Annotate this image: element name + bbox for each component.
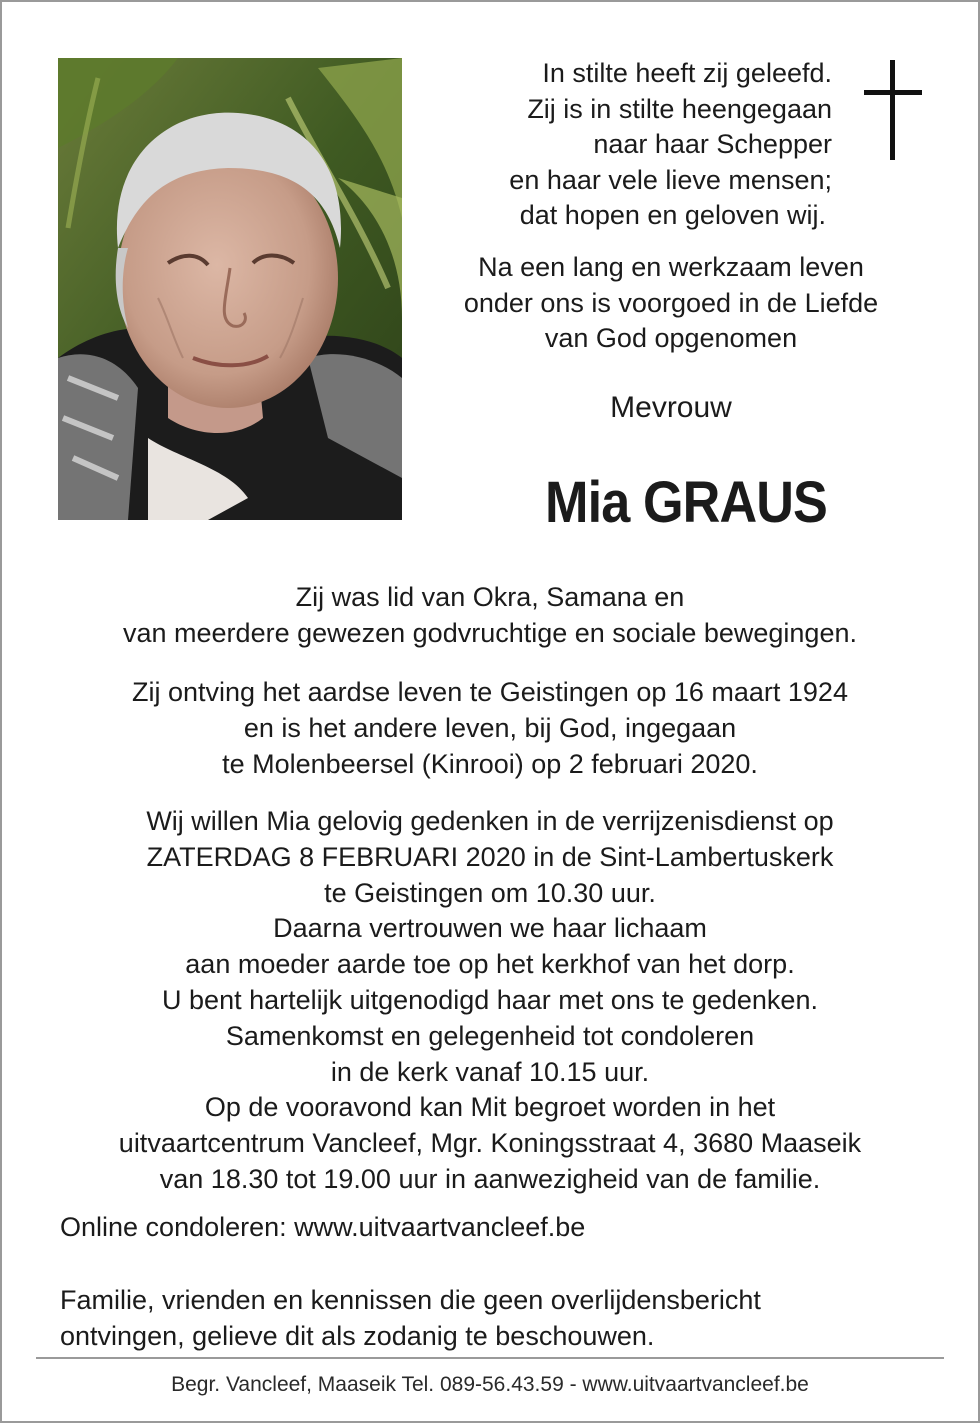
honorific: Mevrouw xyxy=(610,391,732,424)
poem-verse xyxy=(430,56,832,234)
service-line: van 18.30 tot 19.00 uur in aanwezigheid van de familie. xyxy=(159,1163,821,1194)
poem-line: naar haar Schepper xyxy=(593,129,832,160)
divider xyxy=(36,1357,944,1359)
membership-paragraph xyxy=(40,580,940,652)
service-line: ZATERDAG 8 FEBRUARI 2020 in de Sint-Lambertuskerk xyxy=(146,841,834,872)
service-line: Daarna vertrouwen we haar lichaam xyxy=(273,913,707,944)
service-paragraph xyxy=(40,804,940,1198)
online-condolences: Online condoleren: www.uitvaartvancleef.be xyxy=(60,1212,586,1242)
family-note-line: Familie, vrienden en kennissen die geen overlijdensbericht xyxy=(60,1285,761,1315)
family-note-line: ontvingen, gelieve dit als zodanig te beschouwen. xyxy=(60,1320,655,1351)
poem-line: en haar vele lieve mensen; xyxy=(509,164,832,195)
poem-line: Zij is in stilte heengegaan xyxy=(527,93,832,124)
intro-line: onder ons is voorgoed in de Liefde xyxy=(463,287,879,318)
membership-line: Zij was lid van Okra, Samana en xyxy=(295,582,685,612)
service-line: Samenkomst en gelegenheid tot condoleren xyxy=(225,1020,755,1051)
intro-text xyxy=(416,250,926,357)
intro-line: van God opgenomen xyxy=(544,323,798,354)
cross-icon xyxy=(862,60,924,160)
service-line: in de kerk vanaf 10.15 uur. xyxy=(330,1056,650,1087)
portrait-photo xyxy=(58,58,402,520)
service-line: Op de vooravond kan Mit begroet worden in het xyxy=(204,1092,776,1123)
service-line: te Geistingen om 10.30 uur. xyxy=(324,877,656,908)
poem-line: In stilte heeft zij geleefd. xyxy=(542,58,832,88)
poem-line: dat hopen en geloven wij. xyxy=(519,200,826,231)
membership-line: van meerdere gewezen godvruchtige en sociale bewegingen. xyxy=(123,617,857,648)
service-line: Wij willen Mia gelovig gedenken in de verrijzenisdienst op xyxy=(146,806,834,836)
family-note xyxy=(60,1283,940,1355)
life-line: en is het andere leven, bij God, ingegaan xyxy=(243,712,737,743)
footer-contact: Begr. Vancleef, Maaseik Tel. 089-56.43.59 - www.uitvaartvancleef.be xyxy=(171,1373,809,1396)
service-line: U bent hartelijk uitgenodigd haar met ons te gedenken. xyxy=(162,984,818,1015)
intro-line: Na een lang en werkzaam leven xyxy=(478,252,864,282)
deceased-name: Mia GRAUS xyxy=(545,470,827,535)
service-line: aan moeder aarde toe op het kerkhof van het dorp. xyxy=(185,949,795,980)
life-line: te Molenbeersel (Kinrooi) op 2 februari 2020. xyxy=(222,748,758,779)
service-line: uitvaartcentrum Vancleef, Mgr. Koningsstraat 4, 3680 Maaseik xyxy=(118,1128,862,1159)
life-paragraph xyxy=(40,675,940,782)
life-line: Zij ontving het aardse leven te Geistingen op 16 maart 1924 xyxy=(132,677,848,707)
